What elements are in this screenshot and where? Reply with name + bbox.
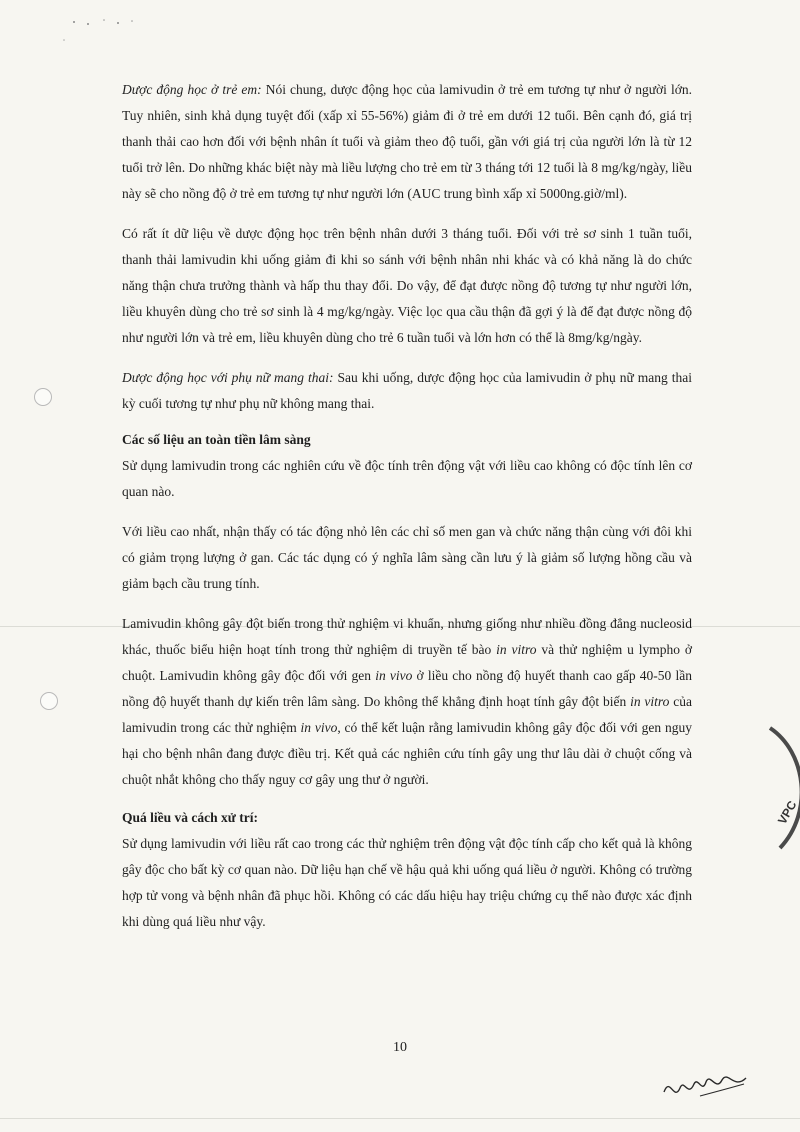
paragraph-pk-children <box>122 77 692 207</box>
punch-hole <box>34 388 52 406</box>
section-heading-preclinical: Các số liệu an toàn tiền lâm sàng <box>122 432 311 447</box>
page-number: 10 <box>393 1040 407 1055</box>
italic-term: in vitro <box>496 642 537 657</box>
official-stamp <box>762 722 800 852</box>
text-run: ở liều cho nồng độ huyết thanh cao gấp 40-50 lần nồng độ huyết thanh dự kiến trên lâm sàng. Do không thể khẳng định hoạt tính gây đột biến <box>122 668 692 709</box>
italic-term: in vitro <box>630 694 670 709</box>
text-run: của lamivudin trong các thử nghiệm <box>122 694 692 735</box>
paragraph-text: Có rất ít dữ liệu về dược động học trên bệnh nhân dưới 3 tháng tuổi. Đối với trẻ sơ sinh 1 tuần tuổi, thanh thải lamivudin khi uống giảm đi khi so sánh với bệnh nhân nhi khác và có khả năng là do chức năng thận chưa trưởng thành và hấp thu thay đổi. Do vậy, để đạt được nồng độ tương tự như người lớn, liều khuyên dùng cho trẻ sơ sinh là 4 mg/kg/ngày. Việc lọc qua cầu thận đã gợi ý là để đạt được nồng độ như người lớn và trẻ em, liều khuyên dùng cho trẻ 6 tuần tuổi và lớn hơn có thể là 8mg/kg/ngày. <box>122 226 692 345</box>
scan-line <box>0 1118 800 1119</box>
paragraph-lead: Dược động học ở trẻ em: <box>122 82 262 97</box>
paragraph-pk-neonates <box>122 221 692 351</box>
section-heading-overdose: Quá liều và cách xử trí: <box>122 810 258 825</box>
italic-term: in vivo <box>300 720 338 735</box>
scan-specks <box>60 14 180 64</box>
paragraph-preclinical-2: Với liều cao nhất, nhận thấy có tác động nhỏ lên các chỉ số men gan và chức năng thận cùng với đôi khi có giảm trọng lượng ở gan. Các tác dụng có ý nghĩa lâm sàng cần lưu ý là giảm số lượng hồng cầu và giảm bạch cầu trung tính. <box>122 524 692 591</box>
document-body <box>122 77 692 935</box>
stamp-text: VPC <box>774 798 800 827</box>
italic-term: in vivo <box>375 668 413 683</box>
text-run: Lamivudin không gây đột biến trong thử nghiệm vi khuẩn, nhưng giống như nhiều đồng đẳng nucleosid khác, thuốc biểu hiện hoạt tính trong thử nghiệm di truyền tế bào <box>122 616 692 657</box>
paragraph-preclinical-3 <box>122 611 692 793</box>
paragraph-text: Nói chung, dược động học của lamivudin ở trẻ em tương tự như ở người lớn. Tuy nhiên, sinh khả dụng tuyệt đối (xấp xỉ 55-56%) giảm đi ở trẻ em dưới 12 tuổi. Bên cạnh đó, giá trị thanh thải cao hơn đối với bệnh nhân ít tuổi và giảm theo độ tuổi, gần với giá trị của người lớn là từ 12 tuổi trở lên. Do những khác biệt này mà liều lượng cho trẻ em từ 3 tháng tới 12 tuổi là 8 mg/kg/ngày, liều này sẽ cho nồng độ ở trẻ em tương tự như người lớn (AUC trung bình xấp xỉ 5000ng.giờ/ml). <box>122 82 692 201</box>
paragraph-overdose: Sử dụng lamivudin với liều rất cao trong các thử nghiệm trên động vật độc tính cấp cho kết quả là không gây độc cho bất kỳ cơ quan nào. Dữ liệu hạn chế về hậu quả khi uống quá liều ở người. Không có trường hợp tử vong và bệnh nhân đã phục hồi. Không có các dấu hiệu hay triệu chứng cụ thể nào được xác định khi dùng quá liều như vậy. <box>122 836 692 929</box>
signature <box>660 1062 750 1107</box>
paragraph-pk-pregnancy <box>122 365 692 417</box>
paragraph-text: Sau khi uống, dược động học của lamivudin ở phụ nữ mang thai kỳ cuối tương tự như phụ nữ không mang thai. <box>122 370 692 411</box>
text-run: , có thể kết luận rằng lamivudin không gây độc đối với gen nguy hại cho bệnh nhân đang được điều trị. Kết quả các nghiên cứu tính gây ung thư lâu dài ở chuột cống và chuột nhắt không cho thấy nguy cơ gây ung thư ở người. <box>122 720 692 787</box>
text-run: và thử nghiệm u lympho ở chuột. Lamivudin không gây độc đối với gen <box>122 642 692 683</box>
paragraph-lead: Dược động học với phụ nữ mang thai: <box>122 370 334 385</box>
paragraph-preclinical-1: Sử dụng lamivudin trong các nghiên cứu về độc tính trên động vật với liều cao không có độc tính lên cơ quan nào. <box>122 458 692 499</box>
punch-hole <box>40 692 58 710</box>
